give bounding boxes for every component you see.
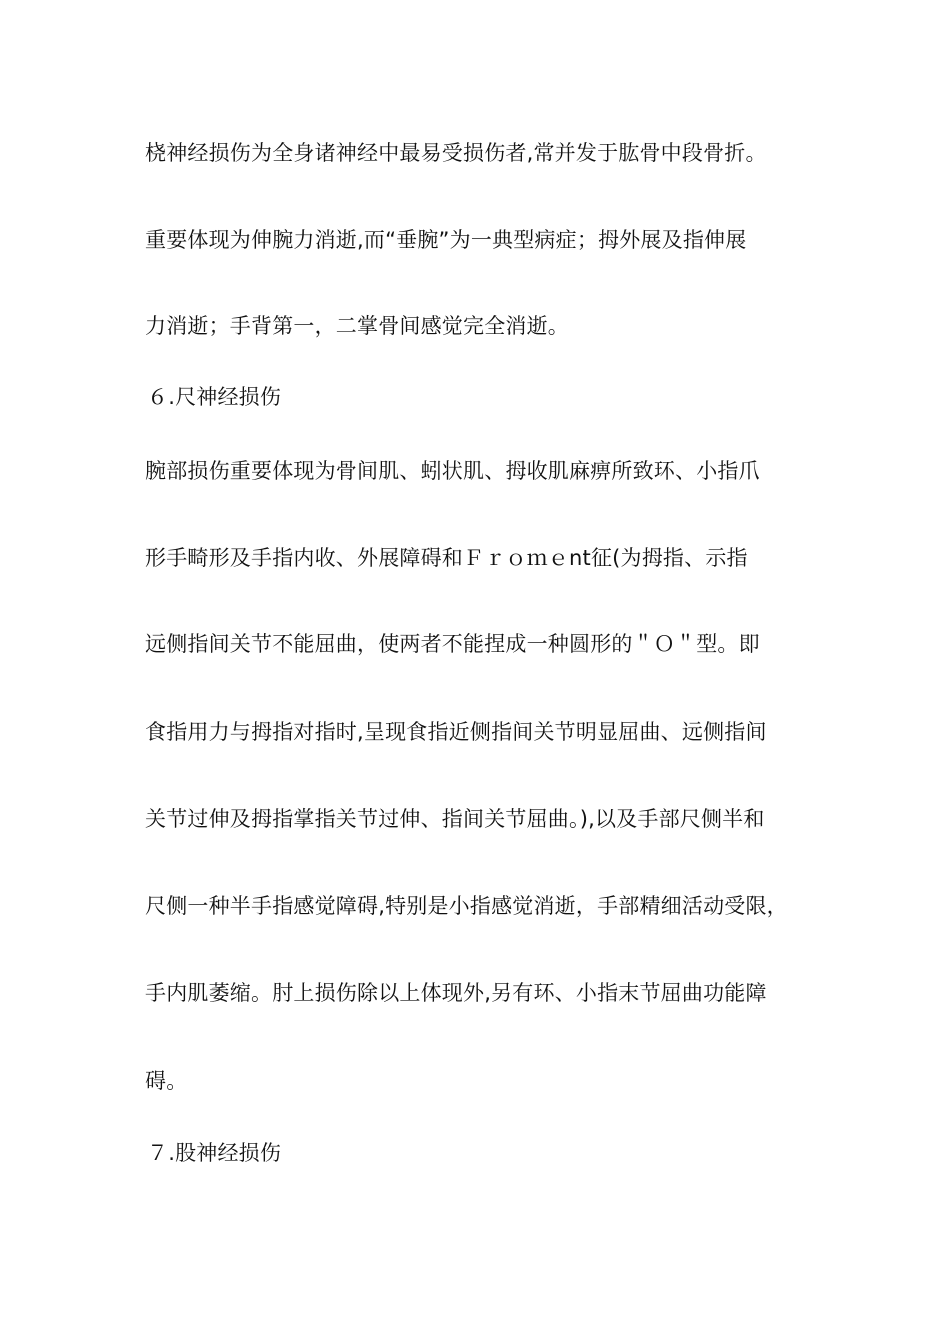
paragraph-line: 碍。 <box>145 1069 188 1093</box>
section-heading: ６.尺神经损伤 <box>147 385 282 409</box>
paragraph-line: 桡神经损伤为全身诸神经中最易受损伤者,常并发于肱骨中段骨折。 <box>145 141 767 165</box>
paragraph-line: 手内肌萎缩。肘上损伤除以上体现外,另有环、小指末节屈曲功能障 <box>145 981 767 1005</box>
paragraph-line: 尺侧一种半手指感觉障碍,特别是小指感觉消逝，手部精细活动受限， <box>145 894 788 918</box>
paragraph-line: 力消逝；手背第一，二掌骨间感觉完全消逝。 <box>145 314 569 338</box>
paragraph-line: 形手畸形及手指内收、外展障碍和Ｆｒｏｍｅnt征(为拇指、示指 <box>145 546 748 570</box>
section-heading: ７.股神经损伤 <box>147 1141 282 1165</box>
paragraph-line: 关节过伸及拇指掌指关节过伸、指间关节屈曲。),以及手部尺侧半和 <box>145 807 765 831</box>
paragraph-line: 重要体现为伸腕力消逝,而“垂腕”为一典型病症；拇外展及指伸展 <box>145 228 747 252</box>
paragraph-line: 远侧指间关节不能屈曲，使两者不能捏成一种圆形的＂Ｏ＂型。即 <box>145 632 760 656</box>
paragraph-line: 腕部损伤重要体现为骨间肌、蚓状肌、拇收肌麻痹所致环、小指爪 <box>145 459 760 483</box>
paragraph-line: 食指用力与拇指对指时,呈现食指近侧指间关节明显屈曲、远侧指间 <box>145 720 767 744</box>
